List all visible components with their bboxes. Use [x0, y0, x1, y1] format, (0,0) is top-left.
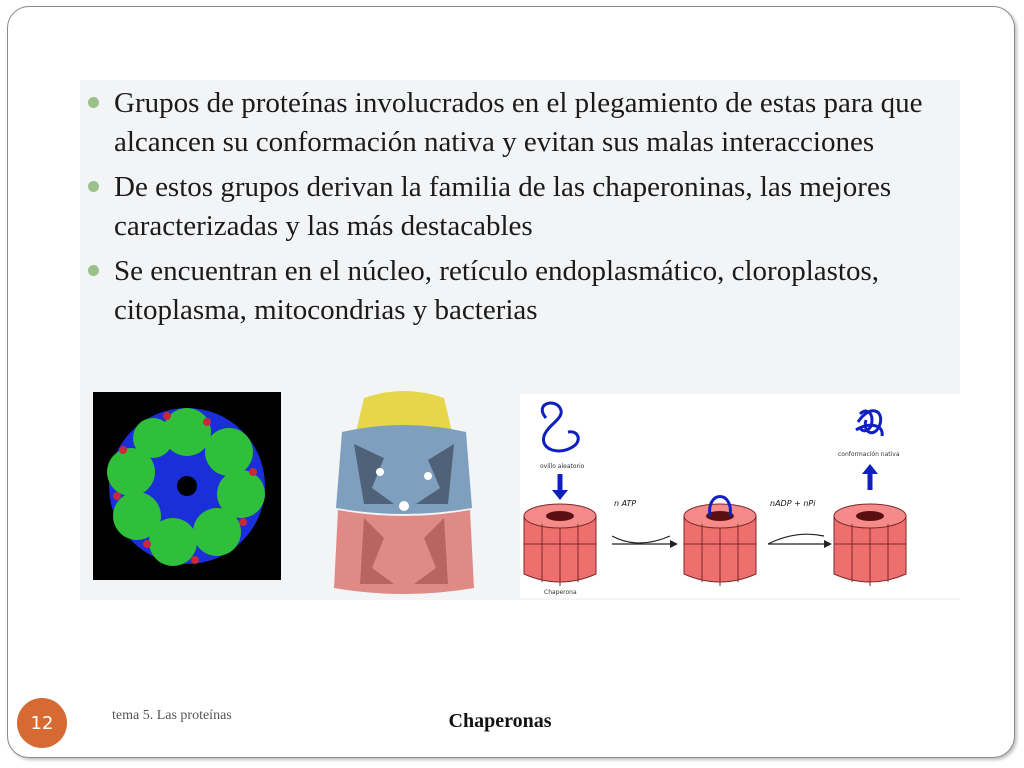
step1-label: n ATP — [614, 499, 637, 508]
chaperonin-top-view-image — [93, 392, 281, 580]
bullet-dot-icon — [88, 97, 99, 108]
chaperonin-side-view-image — [324, 388, 484, 596]
chaperone-barrel-1 — [524, 504, 596, 586]
folding-diagram — [520, 394, 960, 598]
figures-row — [80, 388, 960, 600]
slide-title-footer: Chaperonas — [448, 710, 552, 732]
footer-left-text: tema 5. Las proteínas — [112, 708, 232, 723]
bullet-text: De estos grupos derivan la familia de las chaperoninas, las mejores caracterizadas y las más destacables — [114, 171, 892, 242]
bullet-item — [84, 252, 954, 330]
bullet-dot-icon — [88, 181, 99, 192]
folded-label: conformación nativa — [838, 451, 900, 458]
unfolded-label: ovillo aleatorio — [540, 463, 585, 470]
step2-label: nADP + nPi — [770, 499, 816, 508]
chaperone-label: Chaperona — [544, 589, 577, 596]
bullet-dot-icon — [88, 265, 99, 276]
chaperone-barrel-2 — [684, 497, 756, 587]
bullet-text: Se encuentran en el núcleo, retículo endoplasmático, cloroplastos, citoplasma, mitocondrias y bacterias — [114, 255, 880, 326]
slide-number-badge: 12 — [17, 698, 67, 748]
bullet-list — [84, 84, 954, 336]
bullet-item — [84, 168, 954, 246]
bullet-text: Grupos de proteínas involucrados en el plegamiento de estas para que alcancen su conformación nativa y evitan sus malas interacciones — [114, 87, 923, 158]
chaperone-barrel-3 — [834, 504, 906, 586]
bullet-item — [84, 84, 954, 162]
